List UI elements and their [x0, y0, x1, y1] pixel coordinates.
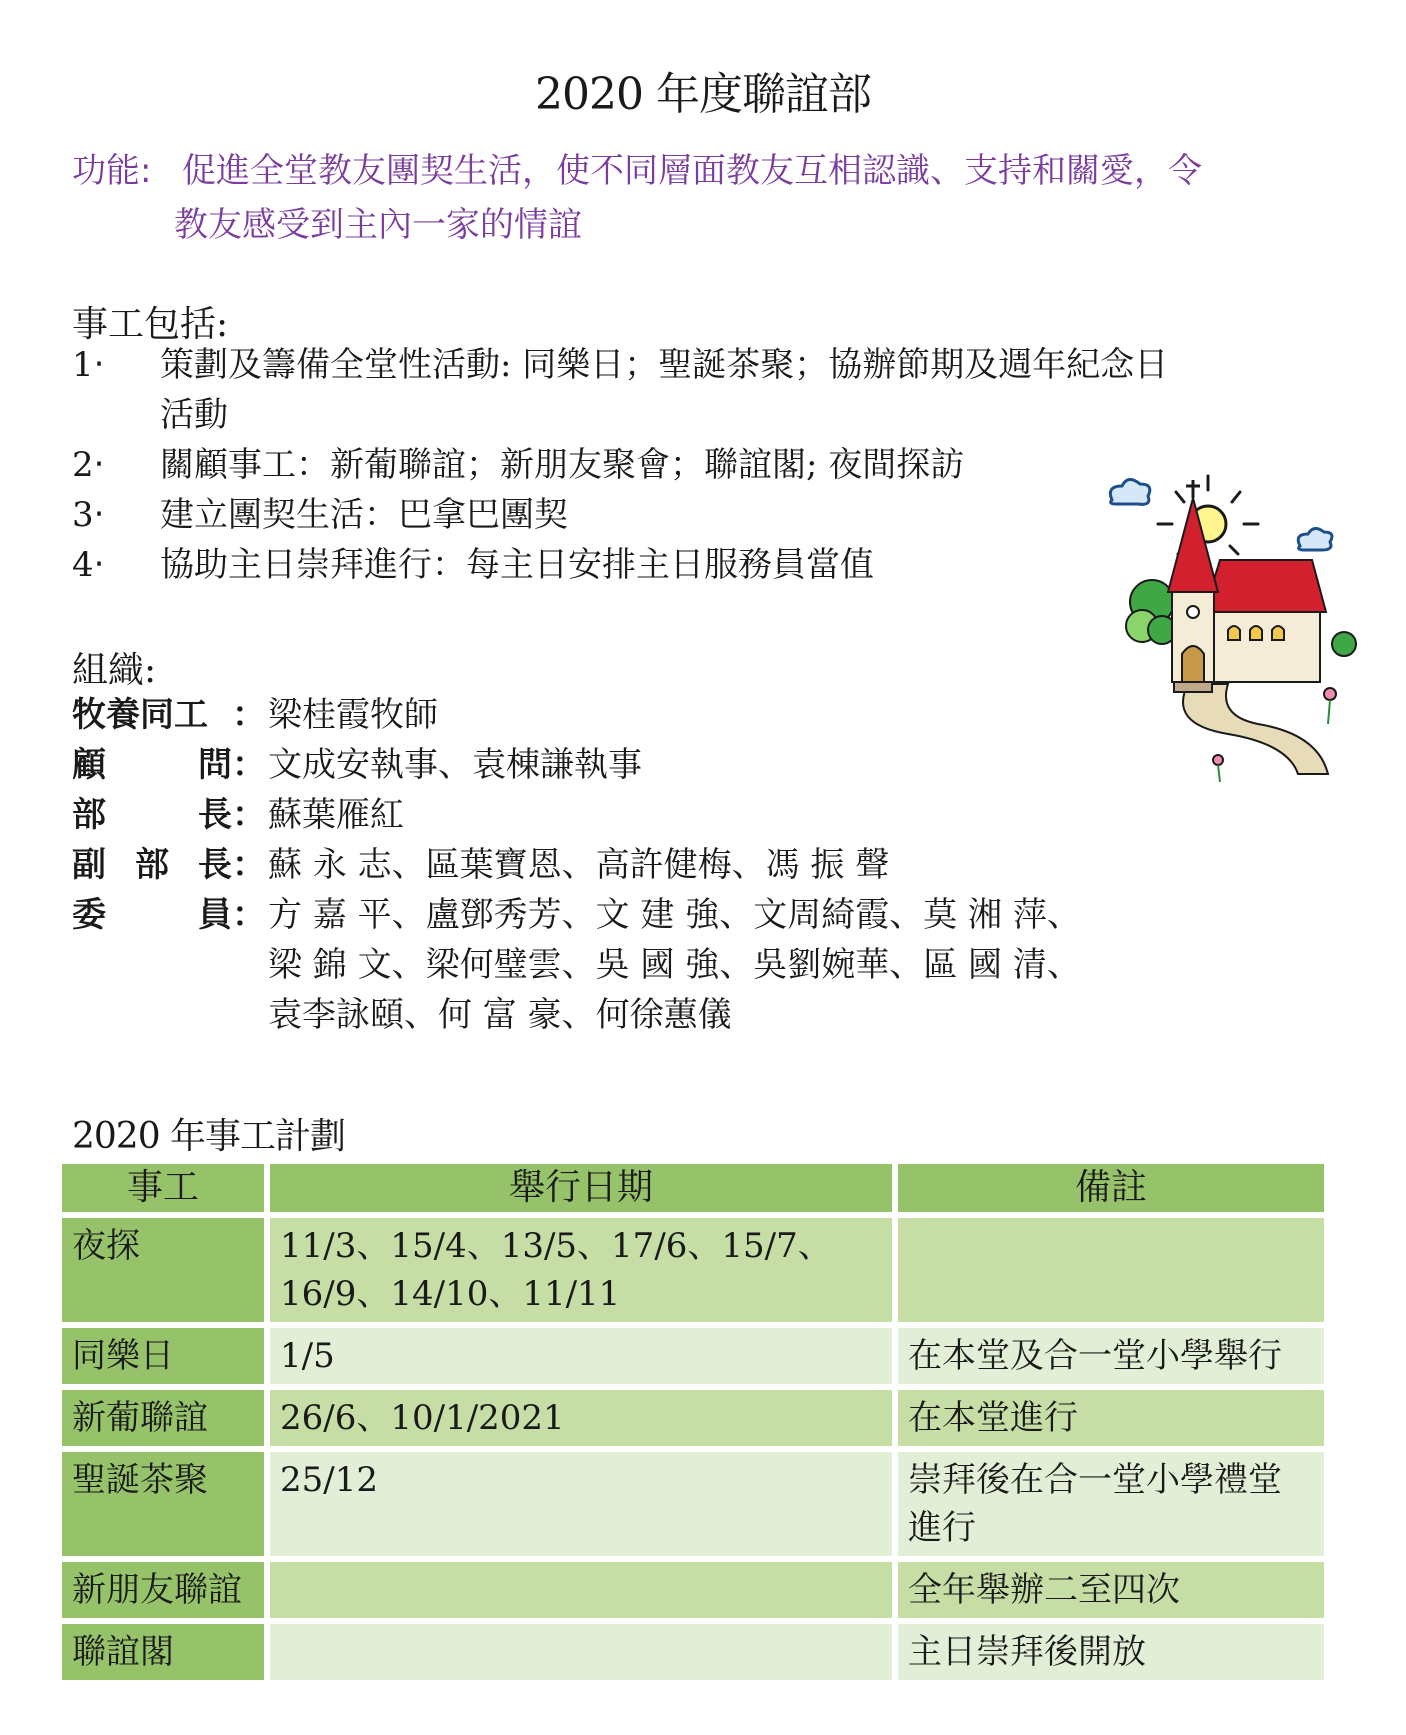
org-names: 蘇葉雁紅 — [268, 795, 404, 835]
duty-text: 協助主日崇拜進行：每主日安排主日服務員當值 — [160, 545, 874, 585]
org-names: 梁桂霞牧師 — [268, 695, 438, 735]
cell-work: 聖誕茶聚 — [62, 1452, 264, 1556]
duty-text-continued: 活動 — [160, 395, 228, 435]
cell-work: 夜探 — [62, 1218, 264, 1322]
org-colon: ： — [232, 695, 266, 735]
cell-date: 25/12 — [270, 1452, 892, 1556]
org-colon: ： — [232, 895, 266, 935]
table-row — [62, 1218, 1324, 1322]
org-role: 部 長 — [72, 795, 232, 835]
church-clipart-icon — [1100, 462, 1366, 792]
org-role: 顧 問 — [72, 745, 232, 785]
cell-note: 在本堂及合一堂小學舉行 — [898, 1328, 1324, 1384]
org-names: 梁 錦 文、梁何璧雲、吳 國 強、吳劉婉華、區 國 清、 — [268, 945, 1081, 985]
cell-note — [898, 1218, 1324, 1322]
table-row — [62, 1328, 1324, 1384]
cell-date: 11/3、15/4、13/5、17/6、15/7、16/9、14/10、11/11 — [270, 1218, 892, 1322]
table-row — [62, 1562, 1324, 1618]
cell-note: 全年舉辦二至四次 — [898, 1562, 1324, 1618]
column-header: 事工 — [62, 1164, 264, 1212]
cell-note: 主日崇拜後開放 — [898, 1624, 1324, 1680]
cell-date — [270, 1624, 892, 1680]
cell-work: 同樂日 — [62, 1328, 264, 1384]
org-role: 牧養同工 — [72, 695, 208, 735]
organization-heading: 組織: — [72, 650, 157, 691]
org-names: 蘇 永 志、區葉寶恩、高許健梅、馮 振 聲 — [268, 845, 890, 885]
cell-note: 崇拜後在合一堂小學禮堂進行 — [898, 1452, 1324, 1556]
org-names: 袁李詠頤、何 富 豪、何徐蕙儀 — [268, 995, 732, 1035]
duty-text: 策劃及籌備全堂性活動: 同樂日；聖誕茶聚；協辦節期及週年紀念日 — [160, 345, 1169, 385]
table-row — [62, 1452, 1324, 1556]
table-row — [62, 1624, 1324, 1680]
page-title: 2020 年度聯誼部 — [535, 69, 871, 120]
cell-work: 聯誼閣 — [62, 1624, 264, 1680]
function-text-line1: 促進全堂教友團契生活，使不同層面教友互相認識、支持和關愛，令 — [182, 151, 1202, 191]
column-header: 備註 — [898, 1164, 1324, 1212]
column-header: 舉行日期 — [270, 1164, 892, 1212]
org-names: 文成安執事、袁棟謙執事 — [268, 745, 642, 785]
duty-text: 關顧事工：新葡聯誼；新朋友聚會；聯誼閣; 夜間探訪 — [160, 445, 965, 485]
org-colon: ： — [232, 845, 266, 885]
duty-number: 2‧ — [72, 445, 105, 485]
plan-title: 2020 年事工計劃 — [72, 1116, 346, 1157]
org-colon: ： — [232, 745, 266, 785]
duty-number: 3‧ — [72, 495, 105, 535]
plan-table — [56, 1158, 1330, 1686]
cell-date — [270, 1562, 892, 1618]
duty-text: 建立團契生活：巴拿巴團契 — [160, 495, 568, 535]
cell-work: 新葡聯誼 — [62, 1390, 264, 1446]
duty-number: 4‧ — [72, 545, 105, 585]
table-row — [62, 1390, 1324, 1446]
org-role: 副 部 長 — [72, 845, 232, 885]
cell-date: 26/6、10/1/2021 — [270, 1390, 892, 1446]
duties-heading: 事工包括: — [72, 304, 229, 345]
table-header-row — [62, 1164, 1324, 1212]
org-role: 委 員 — [72, 895, 232, 935]
duty-number: 1‧ — [72, 345, 105, 385]
function-text-line2: 教友感受到主內一家的情誼 — [174, 205, 582, 245]
org-colon: ： — [232, 795, 266, 835]
org-names: 方 嘉 平、盧鄧秀芳、文 建 強、文周綺霞、莫 湘 萍、 — [268, 895, 1081, 935]
cell-date: 1/5 — [270, 1328, 892, 1384]
cell-work: 新朋友聯誼 — [62, 1562, 264, 1618]
function-label: 功能: — [72, 151, 152, 191]
cell-note: 在本堂進行 — [898, 1390, 1324, 1446]
